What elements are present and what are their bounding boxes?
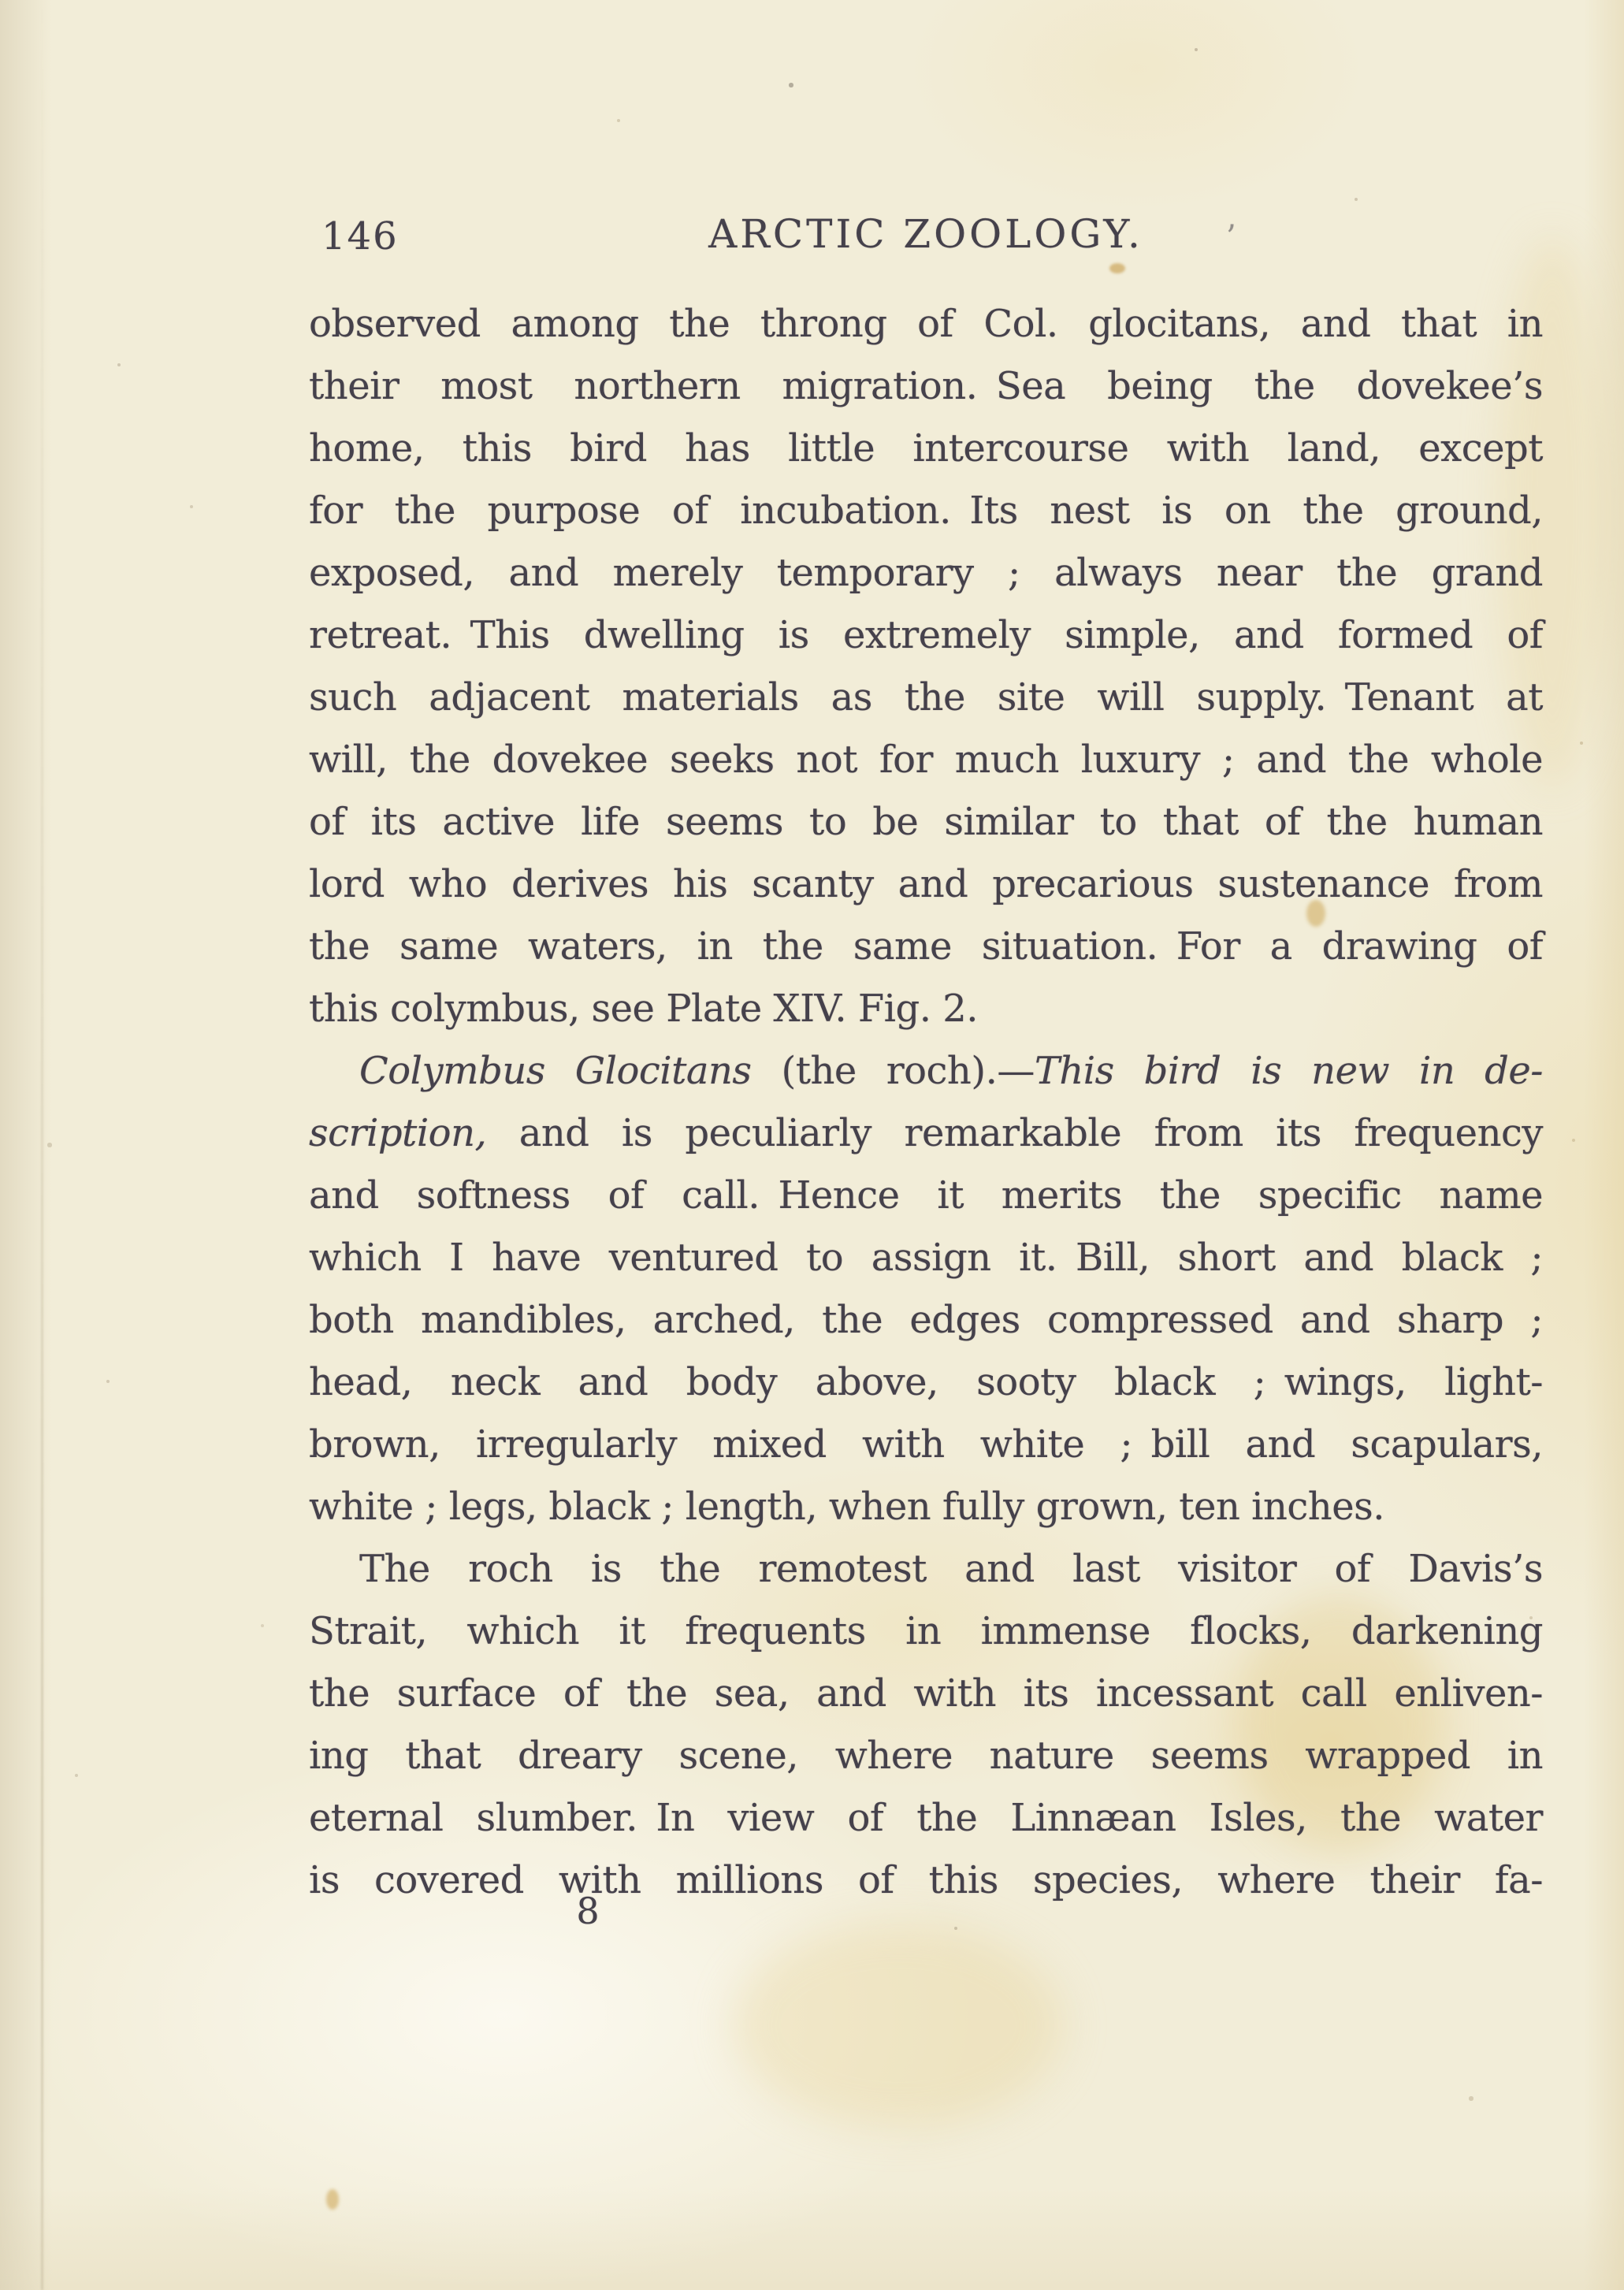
text-line: brown, irregularly mixed with white ; bill and scapulars, xyxy=(309,1422,1543,1467)
text-line: observed among the throng of Col. glocitans, and that in xyxy=(309,302,1543,346)
running-header-title: ARCTIC ZOOLOGY. xyxy=(708,211,1143,257)
text-line: is covered with millions of this species, where their fa- xyxy=(309,1858,1543,1902)
text-line: The roch is the remotest and last visitor of Davis’s xyxy=(359,1547,1543,1591)
stain xyxy=(326,2189,339,2210)
text-line: their most northern migration. Sea being the dovekee’s xyxy=(309,364,1543,408)
text-line: white ; legs, black ; length, when fully grown, ten inches. xyxy=(309,1485,1384,1529)
text-line: for the purpose of incubation. Its nest is on the ground, xyxy=(309,489,1543,533)
text-line: ing that dreary scene, where nature seems wrapped in xyxy=(309,1734,1543,1778)
text-line: eternal slumber. In view of the Linnæan Isles, the water xyxy=(309,1796,1543,1840)
page-gutter-shadow xyxy=(41,0,43,2290)
text-line: scription, and is peculiarly remarkable from its frequency xyxy=(309,1111,1543,1155)
text-line: such adjacent materials as the site will supply. Tenant at xyxy=(309,675,1543,719)
text-line: both mandibles, arched, the edges compressed and sharp ; xyxy=(309,1298,1543,1342)
text-line: head, neck and body above, sooty black ; wings, light- xyxy=(309,1360,1543,1404)
text-line: home, this bird has little intercourse with land, except xyxy=(309,426,1543,470)
stain xyxy=(1109,263,1125,273)
signature-mark: 8 xyxy=(576,1890,600,1932)
text-line: Strait, which it frequents in immense flocks, darkening xyxy=(309,1609,1543,1653)
stray-print-mark: ’ xyxy=(1226,219,1236,255)
text-line: and softness of call. Hence it merits the specific name xyxy=(309,1173,1543,1217)
body-text xyxy=(309,293,1543,1912)
page-number: 146 xyxy=(321,214,399,258)
text-line: the surface of the sea, and with its incessant call enliven- xyxy=(309,1671,1543,1716)
text-line: of its active life seems to be similar to that of the human xyxy=(309,800,1543,844)
stain xyxy=(733,1923,1064,2128)
text-line: retreat. This dwelling is extremely simple, and formed of xyxy=(309,613,1543,657)
text-line: Colymbus Glocitans (the roch).—This bird is new in de- xyxy=(359,1049,1543,1093)
paper-specks xyxy=(0,0,2,2)
text-line: which I have ventured to assign it. Bill, short and black ; xyxy=(309,1236,1543,1280)
text-line: the same waters, in the same situation. For a drawing of xyxy=(309,924,1543,968)
text-line: will, the dovekee seeks not for much luxury ; and the whole xyxy=(309,738,1543,782)
text-line: lord who derives his scanty and precarious sustenance from xyxy=(309,862,1543,906)
text-line: this colymbus, see Plate XIV. Fig. 2. xyxy=(309,987,979,1031)
text-line: exposed, and merely temporary ; always near the grand xyxy=(309,551,1543,595)
